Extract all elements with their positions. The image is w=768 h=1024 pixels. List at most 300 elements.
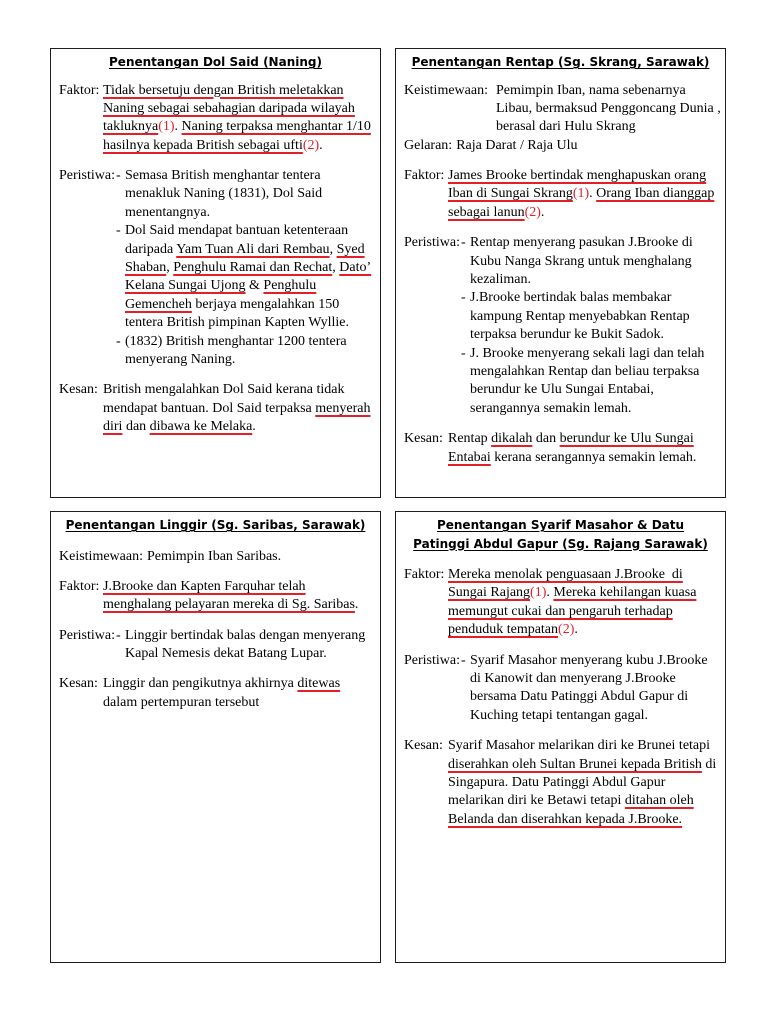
line-text [448,566,683,584]
line-text [103,400,370,418]
text-line [404,204,717,222]
text-run: kerana serangannya semakin lemah. [490,449,697,465]
section-label: Keistimewaan: [404,82,488,98]
line-text [470,345,704,363]
indent-spacer [404,707,461,725]
section-peristiwa [404,652,717,726]
text-line [404,167,717,185]
line-text [125,351,235,369]
text-line [404,756,717,774]
text-run: . [319,137,323,153]
indent-spacer [404,670,461,688]
text-run: tentera British pimpinan Kapten Wyllie. [125,315,350,331]
line-text [470,400,631,418]
text-run: Rentap menyerang pasukan J.Brooke di [470,235,693,251]
line-text [470,253,692,271]
text-run: Rentap [448,431,492,447]
underlined-phrase: menghalang pelayaran mereka di Sg. Saribas [103,597,355,613]
line-text [103,381,344,399]
text-line [404,400,717,418]
card-title [59,53,372,72]
text-run: terpaksa berundur ke Bukit Sadok. [470,327,665,343]
bullet-spacer [116,204,125,222]
underlined-phrase: Belanda dan diserahkan kepada J.Brooke. [448,811,683,827]
section-kesan [404,430,717,467]
section-label: Kesan: [59,382,98,398]
text-line [404,118,717,136]
text-line [59,82,372,100]
underlined-phrase: berundur ke Ulu Sungai [559,431,694,447]
card-title [404,53,717,72]
line-text [125,222,348,240]
text-line [404,449,717,467]
text-line [404,811,717,829]
bullet-dash: - [116,223,121,239]
section-label: Faktor: [59,82,100,98]
card-dol-said [50,48,381,498]
text-run: Singapura. Datu Patinggi Abdul Gapur [448,774,666,790]
underlined-phrase: memungut cukai dan pengaruh terhadap [448,603,673,619]
indent-spacer [59,204,116,222]
underlined-phrase: dikalah [491,431,533,447]
line-text [470,326,664,344]
card-title-line: Penentangan Linggir (Sg. Saribas, Sarawak) [65,518,366,532]
indent-spacer [59,351,116,369]
text-line [404,271,717,289]
indent-spacer [59,333,116,351]
indent-spacer [404,204,448,222]
text-line [59,578,372,596]
card-body [59,82,372,437]
line-text [103,418,256,436]
text-line [59,277,372,295]
underlined-phrase: Entabai [448,449,491,465]
text-line [404,345,717,363]
card-rentap [395,48,726,498]
line-text [470,381,654,399]
line-text [470,271,531,289]
bullet-spacer [461,400,470,418]
text-line [59,627,372,645]
card-body [404,82,721,467]
indent-spacer [404,289,461,307]
text-run: berasal dari Hulu Skrang [496,119,636,135]
section-label: Peristiwa: [59,168,115,184]
text-line [404,363,717,381]
indent-spacer [59,118,103,136]
text-line [59,596,372,614]
text-line [404,792,717,810]
text-line [404,381,717,399]
text-run: , [166,260,174,276]
underlined-phrase: J.Brooke dan Kapten Farquhar telah [103,578,306,594]
text-run: , [329,241,337,257]
text-line [404,707,717,725]
text-line [404,774,717,792]
text-run: . [540,204,545,220]
underlined-phrase: James Brooke bertindak menghapuskan orang [448,168,707,184]
text-run: Kapal Nemesis dekat Batang Lupar. [125,646,327,662]
text-line [404,430,717,448]
text-line [404,289,717,307]
section-peristiwa [59,627,372,664]
section-label: Faktor: [404,168,445,184]
line-text [470,652,708,670]
line-text [470,308,690,326]
text-run: melarikan diri ke Betawi tetapi [448,793,625,809]
text-run: Libau, bermaksud Penggoncang Dunia , [496,100,721,116]
card-title-line: Patinggi Abdul Gapur (Sg. Rajang Sarawak) [413,536,708,551]
text-run: menakluk Naning (1831), Dol Said [125,186,323,202]
bullet-spacer [116,277,125,295]
underlined-phrase: Yam Tuan Ali dari Rembau [176,241,330,257]
point-number: (2) [302,137,320,153]
line-text [125,277,316,295]
text-line [59,675,372,693]
line-text [448,185,714,203]
section-label: Faktor: [59,578,100,594]
text-run: Pemimpin Iban Saribas. [146,548,282,564]
text-line [404,308,717,326]
text-run: di [701,756,717,772]
card-title-line: Penentangan Rentap (Sg. Skrang, Sarawak) [411,55,710,69]
text-line [404,652,717,670]
indent-spacer [404,100,496,118]
line-text [470,234,693,252]
line-text [125,204,210,222]
text-line [59,314,372,332]
line-text [470,688,688,706]
line-text [103,118,371,136]
line-text [496,118,636,136]
line-text [448,774,665,792]
line-text [448,737,710,755]
bullet-dash: - [461,345,466,361]
underlined-phrase: diserahkan oleh Sultan Brunei kepada British [448,756,702,772]
indent-spacer [59,241,116,259]
card-title [404,516,717,553]
line-text [125,241,365,259]
section-label: Peristiwa: [404,652,460,668]
section-kesan [59,675,372,712]
indent-spacer [404,603,448,621]
text-run: Semasa British menghantar tentera [125,168,321,184]
text-run: Kuching tetapi tentangan gagal. [470,707,649,723]
text-run: dan [532,431,560,447]
text-line [404,566,717,584]
line-text [125,627,365,645]
bullet-dash: - [116,168,121,184]
line-text [103,694,259,712]
bullet-dash: - [461,235,466,251]
text-run: dalam pertempuran tersebut [103,694,260,710]
card-title [59,516,372,535]
bullet-spacer [116,185,125,203]
text-line [59,296,372,314]
point-number: (1) [158,119,175,135]
text-line [59,381,372,399]
line-text [448,204,544,222]
section-faktor [404,167,717,222]
text-run: J. Brooke menyerang sekali lagi dan telah [470,345,705,361]
text-line [59,645,372,663]
indent-spacer [59,222,116,240]
line-text [103,137,323,155]
point-number: (1) [530,585,547,601]
point-number: (2) [558,622,575,638]
text-line [404,185,717,203]
indent-spacer [404,363,461,381]
text-run: mengalahkan Rentap dan beliau terpaksa [470,363,700,379]
text-line [59,100,372,118]
indent-spacer [404,400,461,418]
line-text [470,707,648,725]
bullet-spacer [116,351,125,369]
text-line [59,204,372,222]
section-faktor [59,82,372,156]
bullet-spacer [461,308,470,326]
bullet-spacer [461,326,470,344]
bullet-spacer [461,363,470,381]
text-run: . [252,419,256,435]
text-line [59,222,372,240]
underlined-phrase: Shaban [125,260,167,276]
indent-spacer [59,418,103,436]
section-label: Kesan: [404,431,443,447]
text-run: kezaliman. [470,272,532,288]
section-label: Peristiwa: [59,627,115,643]
line-text [103,578,306,596]
line-text [496,100,721,118]
section-faktor [404,566,717,640]
section-faktor [59,578,372,615]
indent-spacer [404,584,448,602]
line-text [448,430,694,448]
indent-spacer [404,271,461,289]
text-run: bersama Datu Patinggi Abdul Gapur di [470,689,689,705]
card-linggir [50,511,381,963]
line-text [448,792,694,810]
text-line [59,333,372,351]
line-text [448,584,696,602]
text-line [404,737,717,755]
line-text [448,603,673,621]
underlined-phrase: Penghulu Ramai dan Rechat [173,260,333,276]
indent-spacer [404,774,448,792]
underlined-phrase: Penghulu [263,278,317,294]
indent-spacer [404,326,461,344]
indent-spacer [59,185,116,203]
bullet-spacer [461,688,470,706]
bullet-spacer [116,259,125,277]
line-text [125,333,347,351]
text-line [59,418,372,436]
text-run: . [546,585,554,601]
text-run: Pemimpin Iban, nama sebenarnya [496,82,686,98]
indent-spacer [59,277,116,295]
bullet-spacer [461,670,470,688]
text-run: Dol Said mendapat bantuan ketenteraan [125,223,349,239]
text-line [404,234,717,252]
line-text [125,185,322,203]
section-label: Gelaran: [404,137,453,153]
underlined-phrase: Iban di Sungai Skrang [448,186,573,202]
indent-spacer [59,596,103,614]
indent-spacer [404,792,448,810]
bullet-spacer [461,707,470,725]
text-run: & [245,278,264,294]
text-run: Kubu Nanga Skrang untuk menghalang [470,253,692,269]
section-label: Keistimewaan: [59,548,143,564]
line-text [103,82,344,100]
section-keistimewaan [59,548,372,566]
indent-spacer [404,308,461,326]
line-text [448,811,682,829]
underlined-phrase: Tidak bersetuju dengan British meletakkan [103,82,344,98]
text-run: Linggir bertindak balas dengan menyerang [125,627,366,643]
text-line [404,82,717,100]
bullet-spacer [116,296,125,314]
underlined-phrase: ditahan oleh [624,793,694,809]
section-gelaran [404,137,717,155]
bullet-spacer [116,645,125,663]
section-label: Faktor: [404,567,445,582]
text-line [404,326,717,344]
text-run: Linggir dan pengikutnya akhirnya [103,676,298,692]
indent-spacer [59,137,103,155]
indent-spacer [404,253,461,271]
line-text [103,100,355,118]
text-run: J.Brooke bertindak balas membakar [470,290,672,306]
text-run: serangannya semakin lemah. [470,400,632,416]
bullet-dash: - [116,333,121,349]
bullet-spacer [461,253,470,271]
indent-spacer [404,756,448,774]
text-run: . [574,622,578,638]
section-kesan [59,381,372,436]
underlined-phrase: Orang Iban dianggap [596,186,715,202]
line-text [448,167,706,185]
line-text [470,363,699,381]
text-run: . [589,186,597,202]
indent-spacer [404,118,496,136]
indent-spacer [404,381,461,399]
underlined-phrase: Mereka menolak penguasaan J.Brooke di [448,567,683,582]
text-run: , [332,260,340,276]
indent-spacer [59,694,103,712]
bullet-dash: - [461,290,466,306]
underlined-phrase: Kelana Sungai Ujong [125,278,246,294]
underlined-phrase: Naning sebagai sebahagian daripada wilayah [103,100,355,116]
text-run: daripada [125,241,177,257]
line-text [496,82,686,100]
line-text [103,675,340,693]
card-body [404,566,717,829]
text-run: berundur ke Ulu Sungai Entabai, [470,382,654,398]
text-line [404,100,721,118]
section-label: Kesan: [404,738,443,754]
underlined-phrase: sebagai lanun [448,204,525,220]
text-run: mendapat bantuan. Dol Said terpaksa [103,400,316,416]
text-line [59,241,372,259]
text-run: . [174,119,182,135]
indent-spacer [404,185,448,203]
underlined-phrase: takluknya [103,119,159,135]
indent-spacer [59,400,103,418]
card-body [59,548,372,713]
bullet-dash: - [116,627,121,643]
text-line [59,548,372,566]
line-text [103,596,358,614]
underlined-phrase: Naning terpaksa menghantar 1/10 [181,119,371,135]
indent-spacer [404,449,448,467]
line-text [470,670,676,688]
text-line [404,603,717,621]
card-syarif-masahor [395,511,726,963]
line-text [125,167,321,185]
indent-spacer [404,345,461,363]
text-line [59,694,372,712]
text-run: Syarif Masahor menyerang kubu J.Brooke [470,652,708,668]
underlined-phrase: Syed [336,241,365,257]
line-text [125,645,327,663]
underlined-phrase: ditewas [297,676,341,692]
text-line [59,118,372,136]
line-text [125,259,371,277]
underlined-phrase: penduduk tempatan [448,622,559,638]
underlined-phrase: menyerah [315,400,371,416]
text-line [404,137,717,155]
line-text [470,289,671,307]
text-line [59,400,372,418]
indent-spacer [59,259,116,277]
line-text [456,137,577,155]
indent-spacer [59,100,103,118]
line-text [147,548,281,566]
text-run: Syarif Masahor melarikan diri ke Brunei tetapi [448,738,711,754]
text-run: dan [122,419,150,435]
section-peristiwa [404,234,717,418]
text-run: berjaya mengalahkan 150 [191,296,340,312]
text-run: (1832) British menghantar 1200 tentera [125,333,347,349]
indent-spacer [59,314,116,332]
indent-spacer [404,811,448,829]
text-line [404,670,717,688]
indent-spacer [59,296,116,314]
underlined-phrase: Dato’ [339,260,372,276]
text-line [404,584,717,602]
underlined-phrase: diri [103,419,123,435]
line-text [125,314,349,332]
line-text [448,621,578,639]
underlined-phrase: hasilnya kepada British sebagai ufti [103,137,303,153]
text-line [59,137,372,155]
point-number: (2) [524,204,541,220]
text-run: menyerang Naning. [125,351,236,367]
card-title-line: Penentangan Dol Said (Naning) [109,55,322,69]
underlined-phrase: Mereka kehilangan kuasa [553,585,697,601]
indent-spacer [404,688,461,706]
bullet-spacer [461,271,470,289]
point-number: (1) [572,186,590,202]
text-line [404,621,717,639]
text-line [404,253,717,271]
bullet-spacer [461,381,470,399]
section-kesan [404,737,717,829]
underlined-phrase: dibawa ke Melaka [149,419,253,435]
bullet-spacer [116,314,125,332]
text-line [59,351,372,369]
